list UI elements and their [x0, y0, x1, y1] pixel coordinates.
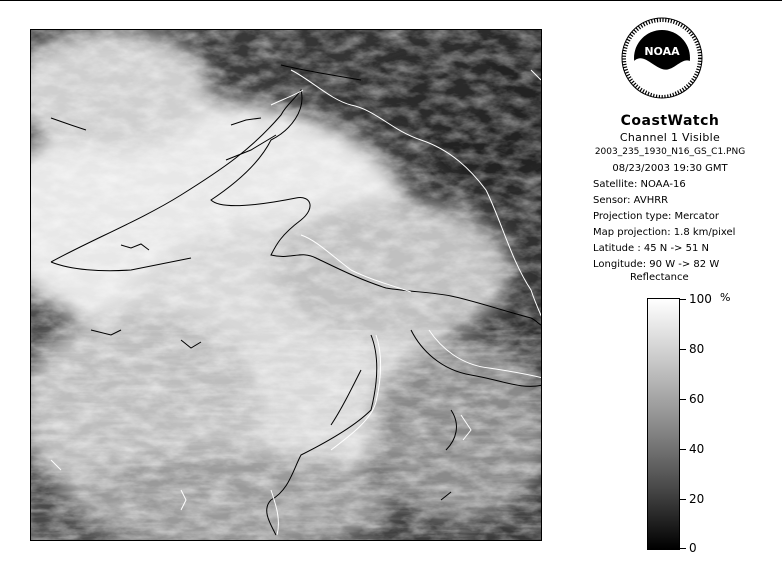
colorbar-tick: [680, 499, 686, 500]
colorbar-tick: [680, 449, 686, 450]
map-projection-label: Map projection: 1.8 km/pixel: [593, 227, 736, 238]
projection-type-label: Projection type: Mercator: [593, 211, 719, 222]
colorbar-tick-label: 100: [689, 292, 712, 306]
logo-text: NOAA: [644, 45, 680, 58]
colorbar-tick: [680, 299, 686, 300]
top-rule: [0, 0, 782, 1]
filename-label: 2003_235_1930_N16_GS_C1.PNG: [594, 147, 746, 157]
longitude-label: Longitude: 90 W -> 82 W: [593, 259, 720, 270]
colorbar-tick: [680, 349, 686, 350]
colorbar-tick-label: 0: [689, 541, 697, 555]
colorbar-unit: %: [720, 291, 731, 304]
sensor-label: Sensor: AVHRR: [593, 195, 669, 206]
datetime-label: 08/23/2003 19:30 GMT: [612, 163, 728, 174]
noaa-logo-icon: [621, 17, 703, 99]
colorbar-tick-label: 60: [689, 392, 705, 406]
colorbar-tick-label: 20: [689, 492, 705, 506]
latitude-label: Latitude : 45 N -> 51 N: [593, 243, 709, 254]
page-title: CoastWatch: [620, 113, 720, 129]
colorbar-tick: [680, 399, 686, 400]
colorbar-title: Reflectance: [630, 272, 689, 283]
satellite-label: Satellite: NOAA-16: [593, 179, 686, 190]
channel-label: Channel 1 Visible: [619, 131, 721, 144]
colorbar-tick-label: 80: [689, 342, 705, 356]
colorbar-tick: [680, 548, 686, 549]
colorbar: [647, 298, 680, 550]
satellite-image: [30, 29, 542, 541]
satellite-image-svg: [31, 30, 542, 541]
colorbar-tick-label: 40: [689, 442, 705, 456]
